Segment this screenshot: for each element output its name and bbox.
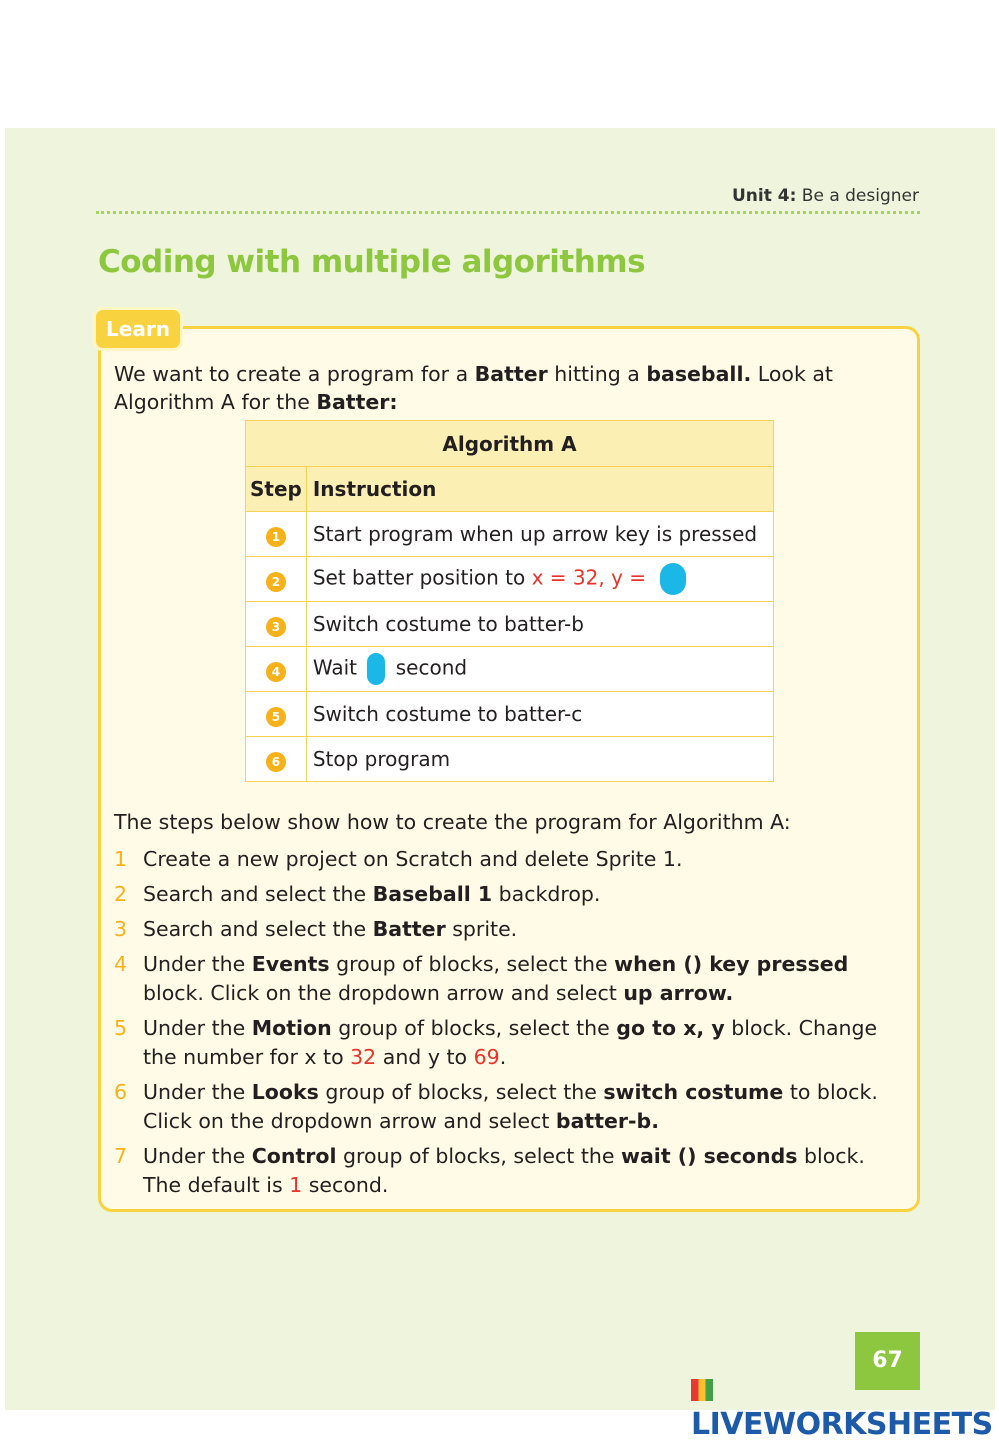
step-text: . [499, 1045, 507, 1069]
steps-list [114, 845, 904, 1206]
table-row [246, 602, 774, 647]
step-text: group of blocks, select the [318, 1080, 604, 1104]
watermark-text: LIVEWORKSHEETS [691, 1407, 993, 1442]
step-text: and y to [376, 1045, 474, 1069]
page-title: Coding with multiple algorithms [98, 244, 646, 280]
step-bold: go to x, y [616, 1016, 725, 1040]
intro-paragraph [114, 360, 914, 416]
step-bold: Batter [372, 917, 446, 941]
column-header-step: Step [246, 467, 307, 512]
list-item [114, 880, 904, 909]
step-text: sprite. [445, 917, 518, 941]
list-item [114, 845, 904, 874]
step-bold: up arrow. [623, 981, 734, 1005]
table-row [246, 647, 774, 692]
unit-header [732, 186, 919, 206]
table-row [246, 692, 774, 737]
step-number: 6 [114, 1080, 128, 1104]
intro-text: Look at Algorithm A for the [114, 362, 833, 414]
step-text: group of blocks, select the [329, 952, 615, 976]
step-text: second. [302, 1173, 389, 1197]
instruction-cell: Start program when up arrow key is pressed [306, 512, 773, 557]
step-number-badge: 6 [266, 752, 286, 772]
step-number: 5 [114, 1016, 128, 1040]
step-red-number: 1 [289, 1173, 303, 1197]
liveworksheets-icon [691, 1379, 713, 1401]
intro-text: We want to create a program for a [114, 362, 475, 386]
list-item [114, 1014, 904, 1072]
page-number: 67 [855, 1332, 920, 1390]
learn-tab: Learn [93, 307, 183, 351]
instruction-cell: Switch costume to batter-c [306, 692, 773, 737]
step-text: Search and select the [143, 917, 373, 941]
step-text: group of blocks, select the [331, 1016, 617, 1040]
intro-bold: Batter: [316, 390, 398, 414]
step-red-number: 69 [473, 1045, 500, 1069]
steps-intro: The steps below show how to create the program for Algorithm A: [114, 810, 791, 834]
instruction-text: Set batter position to [312, 565, 532, 590]
step-text: block. Click on the dropdown arrow and select [143, 981, 624, 1005]
table-row [246, 557, 774, 602]
answer-blank-wait[interactable] [367, 653, 385, 685]
dotted-divider [96, 211, 920, 214]
coordinate-text: x = 32, y = [531, 565, 653, 590]
list-item [114, 1078, 904, 1136]
step-text: Under the [143, 1016, 252, 1040]
list-item [114, 950, 904, 1008]
table-row [246, 512, 774, 557]
instruction-cell: Stop program [306, 737, 773, 782]
step-text: Create a new project on Scratch and delete Sprite 1. [143, 847, 683, 871]
step-number-badge: 2 [266, 572, 286, 592]
step-number: 2 [114, 882, 128, 906]
step-number-badge: 5 [266, 707, 286, 727]
step-number: 1 [114, 847, 128, 871]
step-text: backdrop. [492, 882, 601, 906]
step-bold: Events [251, 952, 330, 976]
step-number: 4 [114, 952, 128, 976]
step-text: Under the [143, 952, 252, 976]
table-caption: Algorithm A [246, 421, 774, 467]
instruction-cell: Switch costume to batter-b [306, 602, 773, 647]
intro-text: hitting a [547, 362, 647, 386]
step-number: 3 [114, 917, 128, 941]
step-bold: switch costume [603, 1080, 784, 1104]
step-text: Search and select the [143, 882, 373, 906]
intro-bold: Batter [474, 362, 548, 386]
step-bold: wait () seconds [621, 1144, 798, 1168]
intro-bold: baseball. [646, 362, 752, 386]
list-item [114, 915, 904, 944]
step-text: to block. Click on the dropdown arrow and select [143, 1080, 878, 1133]
step-number-badge: 4 [266, 662, 286, 682]
step-number: 7 [114, 1144, 128, 1168]
step-red-number: 32 [350, 1045, 377, 1069]
answer-blank-y[interactable] [660, 563, 686, 595]
unit-title: Be a designer [801, 186, 919, 206]
column-header-instruction: Instruction [306, 467, 773, 512]
unit-label: Unit 4: [731, 186, 797, 206]
step-text: block. The default is [143, 1144, 865, 1197]
step-bold: Motion [251, 1016, 332, 1040]
step-text: group of blocks, select the [336, 1144, 622, 1168]
table-row [246, 737, 774, 782]
watermark-logo[interactable] [691, 1372, 999, 1442]
step-text: block. Change the number for x to [143, 1016, 878, 1069]
step-bold: batter-b. [555, 1109, 659, 1133]
step-bold: when () key pressed [614, 952, 849, 976]
step-bold: Control [251, 1144, 337, 1168]
step-text: Under the [143, 1080, 252, 1104]
step-number-badge: 3 [266, 617, 286, 637]
algorithm-table [245, 420, 774, 782]
list-item [114, 1142, 904, 1200]
instruction-text: second [389, 655, 468, 680]
step-text: Under the [143, 1144, 252, 1168]
instruction-cell [306, 647, 773, 692]
instruction-text: Wait [312, 655, 364, 680]
step-bold: Baseball 1 [372, 882, 493, 906]
step-number-badge: 1 [266, 527, 286, 547]
step-bold: Looks [251, 1080, 319, 1104]
instruction-cell [306, 557, 773, 602]
